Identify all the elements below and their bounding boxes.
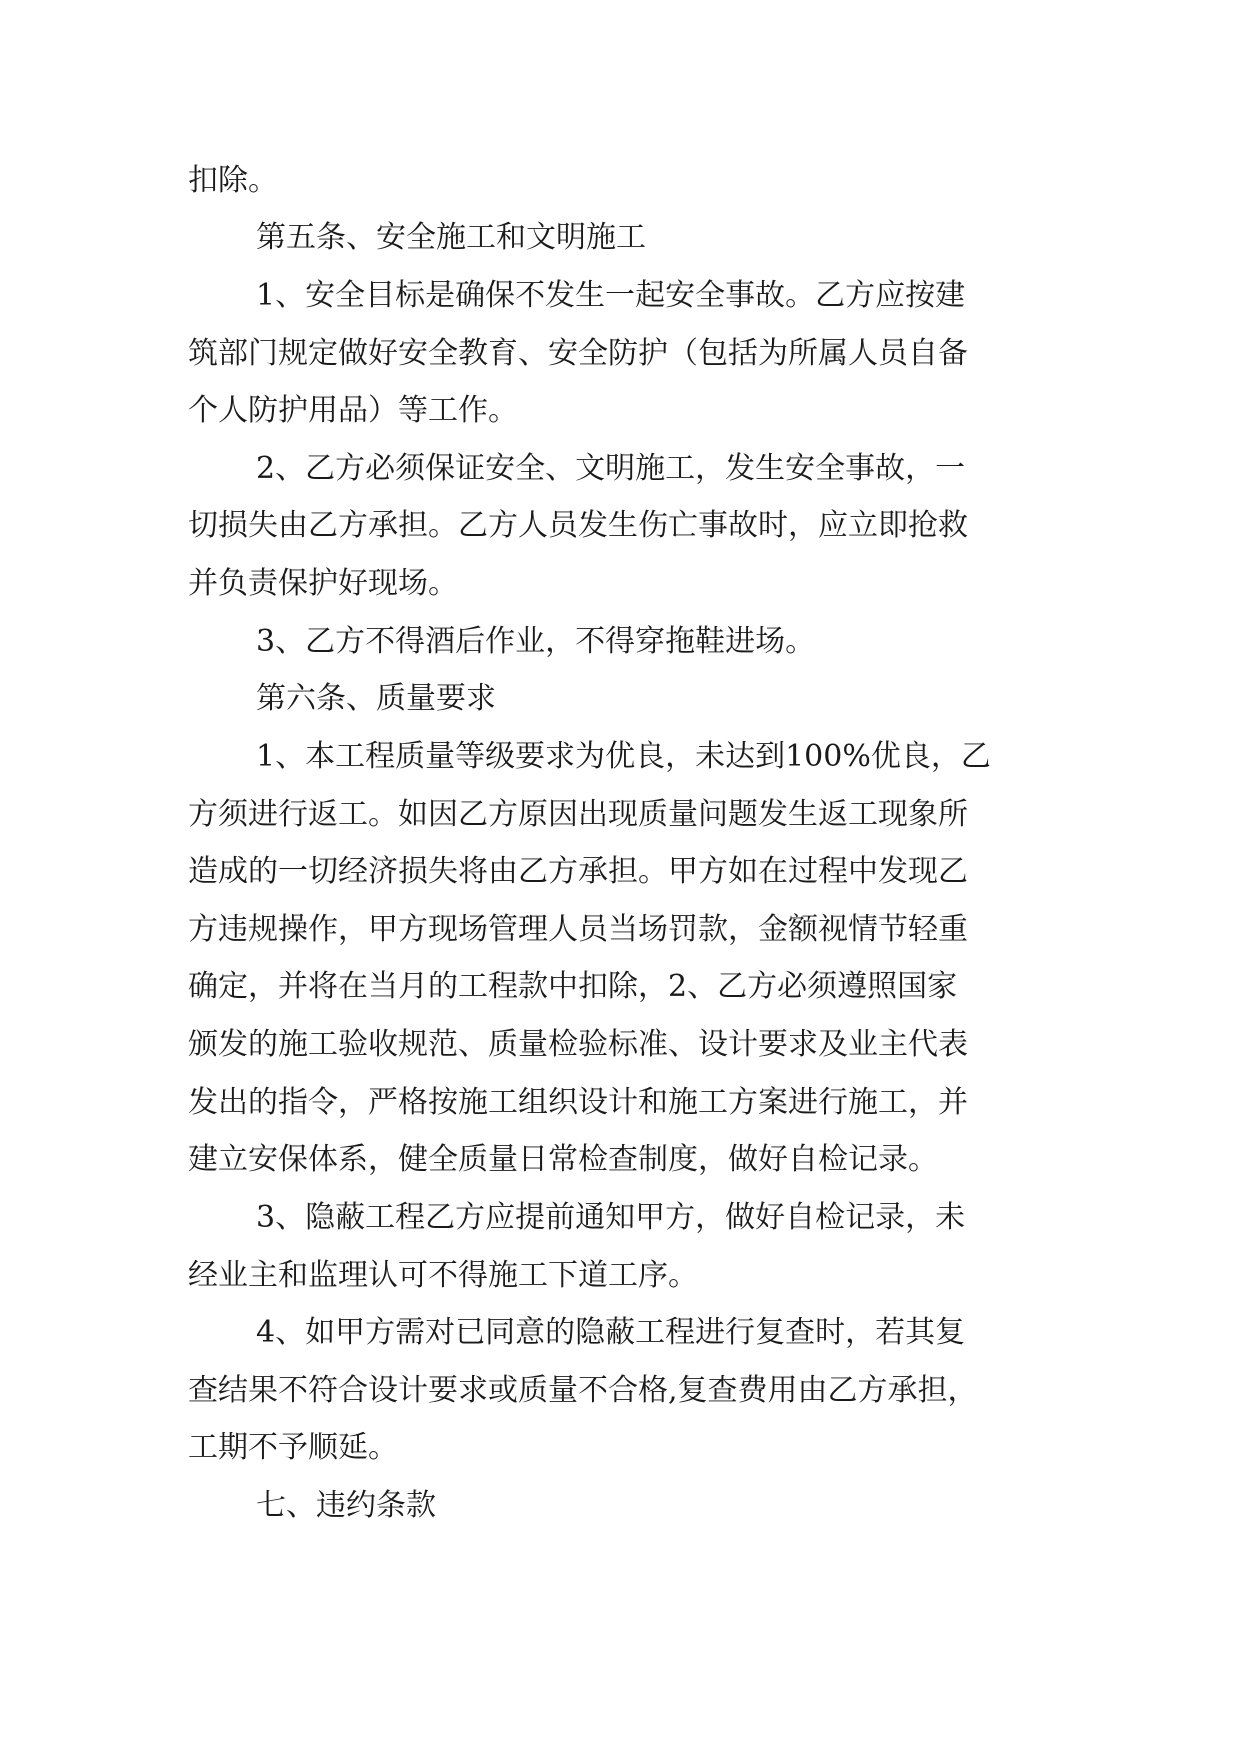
paragraph-line: 并负责保护好现场。 bbox=[188, 566, 458, 601]
paragraph-line: 3、乙方不得酒后作业，不得穿拖鞋进场。 bbox=[256, 624, 816, 659]
paragraph-line: 经业主和监理认可不得施工下道工序。 bbox=[188, 1258, 698, 1293]
paragraph-line: 切损失由乙方承担。乙方人员发生伤亡事故时，应立即抢救 bbox=[188, 508, 968, 543]
paragraph-line: 个人防护用品）等工作。 bbox=[188, 393, 518, 428]
paragraph-line: 确定，并将在当月的工程款中扣除，2、乙方必须遵照国家 bbox=[188, 969, 958, 1004]
paragraph-line: 方须进行返工。如因乙方原因出现质量问题发生返工现象所 bbox=[188, 797, 968, 832]
paragraph-line: 查结果不符合设计要求或质量不合格,复查费用由乙方承担， bbox=[188, 1373, 978, 1408]
section-heading: 第六条、质量要求 bbox=[256, 681, 496, 716]
section-heading: 第五条、安全施工和文明施工 bbox=[256, 220, 646, 255]
paragraph-line: 3、隐蔽工程乙方应提前通知甲方，做好自检记录，未 bbox=[256, 1200, 966, 1235]
paragraph-line: 2、乙方必须保证安全、文明施工，发生安全事故，一 bbox=[256, 451, 966, 486]
section-heading: 七、违约条款 bbox=[256, 1488, 436, 1523]
paragraph-line: 筑部门规定做好安全教育、安全防护（包括为所属人员自备 bbox=[188, 336, 968, 371]
paragraph-line: 工期不予顺延。 bbox=[188, 1430, 398, 1465]
paragraph-line: 造成的一切经济损失将由乙方承担。甲方如在过程中发现乙 bbox=[188, 854, 968, 889]
paragraph-line: 发出的指令，严格按施工组织设计和施工方案进行施工，并 bbox=[188, 1085, 968, 1120]
paragraph-line: 1、本工程质量等级要求为优良，未达到100%优良，乙 bbox=[256, 739, 991, 774]
paragraph-line: 颁发的施工验收规范、质量检验标准、设计要求及业主代表 bbox=[188, 1027, 968, 1062]
paragraph-line: 4、如甲方需对已同意的隐蔽工程进行复查时，若其复 bbox=[256, 1315, 966, 1350]
paragraph-line: 方违规操作，甲方现场管理人员当场罚款，金额视情节轻重 bbox=[188, 912, 968, 947]
paragraph-line: 1、安全目标是确保不发生一起安全事故。乙方应按建 bbox=[256, 278, 966, 313]
paragraph-line: 建立安保体系，健全质量日常检查制度，做好自检记录。 bbox=[188, 1142, 938, 1177]
paragraph-line: 扣除。 bbox=[188, 163, 278, 198]
